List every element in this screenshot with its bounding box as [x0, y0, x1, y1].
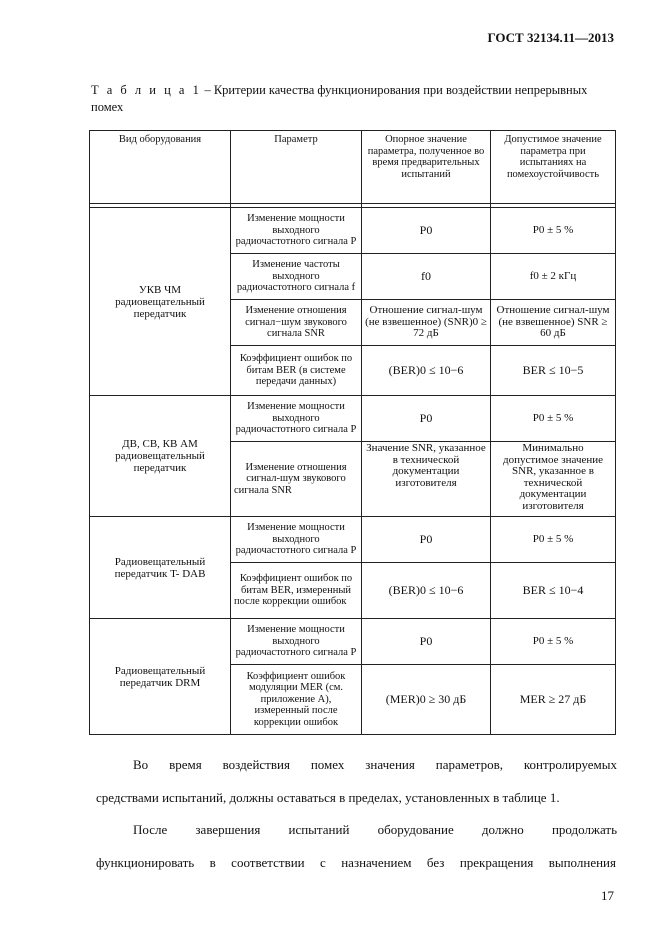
- allowed-value-cell: BER ≤ 10−5: [491, 346, 616, 396]
- allowed-value-cell: f0 ± 2 кГц: [491, 254, 616, 300]
- paragraph-line: Во время воздействия помех значения параметров, контролируемых: [133, 757, 617, 772]
- parameter-cell: Коэффициент ошибок модуляции MER (см. приложение А), измеренный после коррекции ошибок: [231, 665, 362, 735]
- table-caption-text: – Критерии качества функционирования при воздействии непрерывных помех: [91, 83, 588, 114]
- reference-value-cell: (MER)0 ≥ 30 дБ: [362, 665, 491, 735]
- criteria-table: [89, 130, 616, 735]
- reference-value-cell: Отношение сигнал-шум (не взвешенное) (SNR)0 ≥ 72 дБ: [362, 300, 491, 346]
- allowed-value-cell: Минимально допустимое значение SNR, указанное в технической документации изготовителя: [491, 442, 616, 517]
- table-caption-label: Т а б л и ц а 1: [91, 83, 202, 97]
- parameter-cell: Коэффициент ошибок по битам BER (в системе передачи данных): [231, 346, 362, 396]
- reference-value-cell: (BER)0 ≤ 10−6: [362, 346, 491, 396]
- parameter-cell: Изменение отношения сигнал−шум звукового сигнала SNR: [231, 300, 362, 346]
- reference-value-cell: P0: [362, 396, 491, 442]
- allowed-value-cell: Отношение сигнал-шум (не взвешенное) SNR ≥ 60 дБ: [491, 300, 616, 346]
- table-row: [90, 619, 616, 665]
- reference-value-cell: (BER)0 ≤ 10−6: [362, 563, 491, 619]
- header-allowed-value: Допустимое значение параметра при испытаниях на помехоустойчивость: [491, 131, 616, 204]
- parameter-cell: Изменение мощности выходного радиочастотного сигнала P: [231, 396, 362, 442]
- standard-header: ГОСТ 32134.11—2013: [487, 30, 614, 45]
- reference-value-cell: P0: [362, 208, 491, 254]
- equipment-cell: УКВ ЧМ радиовещательный передатчик: [90, 208, 231, 396]
- paragraph-line: После завершения испытаний оборудование должно продолжать: [133, 822, 617, 837]
- parameter-cell: Коэффициент ошибок по битам BER, измеренный после коррекции ошибок: [231, 563, 362, 619]
- parameter-cell: Изменение отношения сигнал-шум звукового сигнала SNR: [231, 442, 362, 517]
- table-row: [90, 396, 616, 442]
- parameter-cell: Изменение частоты выходного радиочастотного сигнала f: [231, 254, 362, 300]
- header-equipment: Вид оборудования: [90, 131, 231, 204]
- parameter-cell: Изменение мощности выходного радиочастотного сигнала P: [231, 619, 362, 665]
- allowed-value-cell: P0 ± 5 %: [491, 208, 616, 254]
- equipment-cell: ДВ, СВ, КВ АМ радиовещательный передатчик: [90, 396, 231, 517]
- reference-value-cell: f0: [362, 254, 491, 300]
- paragraph-line: функционировать в соответствии с назначением без прекращения выполнения: [96, 855, 616, 870]
- table-row: [90, 208, 616, 254]
- equipment-cell: Радиовещательный передатчик DRM: [90, 619, 231, 735]
- parameter-cell: Изменение мощности выходного радиочастотного сигнала P: [231, 208, 362, 254]
- parameter-cell: Изменение мощности выходного радиочастотного сигнала P: [231, 517, 362, 563]
- reference-value-cell: P0: [362, 619, 491, 665]
- allowed-value-cell: BER ≤ 10−4: [491, 563, 616, 619]
- equipment-cell: Радиовещательный передатчик T- DAB: [90, 517, 231, 619]
- header-parameter: Параметр: [231, 131, 362, 204]
- header-reference-value: Опорное значение параметра, полученное во время предварительных испытаний: [362, 131, 491, 204]
- reference-value-cell: P0: [362, 517, 491, 563]
- allowed-value-cell: MER ≥ 27 дБ: [491, 665, 616, 735]
- table-header-row: [90, 131, 616, 204]
- allowed-value-cell: P0 ± 5 %: [491, 517, 616, 563]
- table-row: [90, 517, 616, 563]
- page-number: 17: [601, 888, 614, 903]
- table-caption: [91, 82, 611, 116]
- paragraph-line: средствами испытаний, должны оставаться в пределах, установленных в таблице 1.: [96, 790, 560, 805]
- allowed-value-cell: P0 ± 5 %: [491, 619, 616, 665]
- reference-value-cell: Значение SNR, указанное в технической документации изготовителя: [362, 442, 491, 517]
- allowed-value-cell: P0 ± 5 %: [491, 396, 616, 442]
